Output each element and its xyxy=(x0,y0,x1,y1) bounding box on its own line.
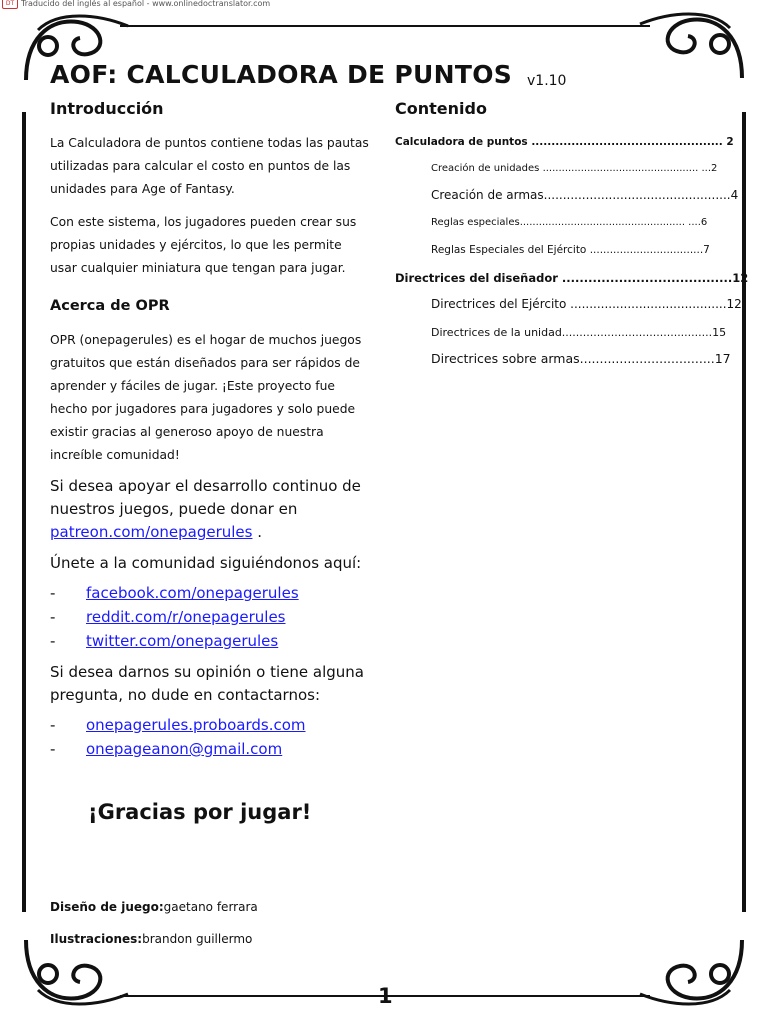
toc-entry[interactable]: Creación de unidades ................................................. ...2 xyxy=(431,163,718,174)
page-title: AOF: CALCULADORA DE PUNTOS xyxy=(50,60,513,89)
flourish-bottom-right-icon xyxy=(630,930,750,1010)
about-heading: Acerca de OPR xyxy=(50,298,170,314)
list-item xyxy=(50,740,282,758)
intro-paragraph-2: Con este sistema, los jugadores pueden crear sus propias unidades y ejércitos, lo que les permite usar cualquier miniatura que tengan para jugar. xyxy=(50,215,357,275)
intro-paragraph-1: La Calculadora de puntos contiene todas las pautas utilizadas para calcular el costo en puntos de las unidades para Age of Fantasy. xyxy=(50,136,369,196)
list-item xyxy=(50,608,286,626)
toc-entry[interactable]: Calculadora de puntos ................................................ 2 xyxy=(395,136,734,148)
support-period: . xyxy=(257,523,263,541)
border-left xyxy=(22,112,26,912)
community-text: Únete a la comunidad siguiéndonos aquí: xyxy=(50,554,362,572)
patreon-link[interactable]: patreon.com/onepagerules xyxy=(50,523,253,541)
border-top xyxy=(120,25,650,27)
translator-logo-icon: DT xyxy=(2,0,18,9)
toc-entry[interactable]: Creación de armas.................................................4 xyxy=(431,188,739,202)
design-credit xyxy=(50,900,258,914)
toc-entry[interactable]: Directrices sobre armas..................................17 xyxy=(431,351,731,366)
border-right xyxy=(742,112,746,912)
design-value: gaetano ferrara xyxy=(163,900,258,914)
list-dash: - xyxy=(50,632,56,650)
email-link[interactable]: onepageanon@gmail.com xyxy=(86,740,283,758)
support-text: Si desea apoyar el desarrollo continuo de nuestros juegos, puede donar en xyxy=(50,477,361,518)
toc-entry[interactable]: Directrices del diseñador .......................................12 xyxy=(395,271,749,285)
translator-banner[interactable] xyxy=(2,0,270,9)
toc-entry[interactable]: Directrices del Ejército .........................................12 xyxy=(431,297,742,311)
version-label: v1.10 xyxy=(527,73,567,89)
list-dash: - xyxy=(50,740,56,758)
forum-link[interactable]: onepagerules.proboards.com xyxy=(86,716,306,734)
twitter-link[interactable]: twitter.com/onepagerules xyxy=(86,632,279,650)
toc-entry[interactable]: Reglas Especiales del Ejército ..................................7 xyxy=(431,244,710,256)
toc-entry[interactable]: Directrices de la unidad...........................................15 xyxy=(431,326,727,339)
page-number: 1 xyxy=(378,984,393,1008)
about-paragraph: OPR (onepagerules) es el hogar de muchos juegos gratuitos que están diseñados para ser rápidos de aprender y fáciles de jugar. ¡Este proyecto fue hecho por jugadores para jugadores y solo puede existir gracias al generoso apoyo de nuestra increíble comunidad! xyxy=(50,333,362,462)
illustration-credit xyxy=(50,932,252,946)
intro-heading: Introducción xyxy=(50,99,164,118)
illustration-label: Ilustraciones: xyxy=(50,932,143,946)
toc-heading: Contenido xyxy=(395,99,487,118)
list-item xyxy=(50,632,278,650)
toc-entry[interactable]: Reglas especiales.................................................... ....6 xyxy=(431,217,708,228)
list-dash: - xyxy=(50,584,56,602)
support-paragraph xyxy=(50,475,380,544)
reddit-link[interactable]: reddit.com/r/onepagerules xyxy=(86,608,286,626)
translator-banner-text: Traducido del inglés al español - www.onlinedoctranslator.com xyxy=(21,0,271,8)
facebook-link[interactable]: facebook.com/onepagerules xyxy=(86,584,299,602)
design-label: Diseño de juego: xyxy=(50,900,164,914)
illustration-value: brandon guillermo xyxy=(142,932,253,946)
thanks-heading: ¡Gracias por jugar! xyxy=(88,800,312,824)
flourish-top-right-icon xyxy=(630,8,750,88)
feedback-text: Si desea darnos su opinión o tiene alguna pregunta, no dude en contactarnos: xyxy=(50,663,364,704)
list-dash: - xyxy=(50,608,56,626)
list-item xyxy=(50,716,306,734)
list-item xyxy=(50,584,299,602)
list-dash: - xyxy=(50,716,56,734)
